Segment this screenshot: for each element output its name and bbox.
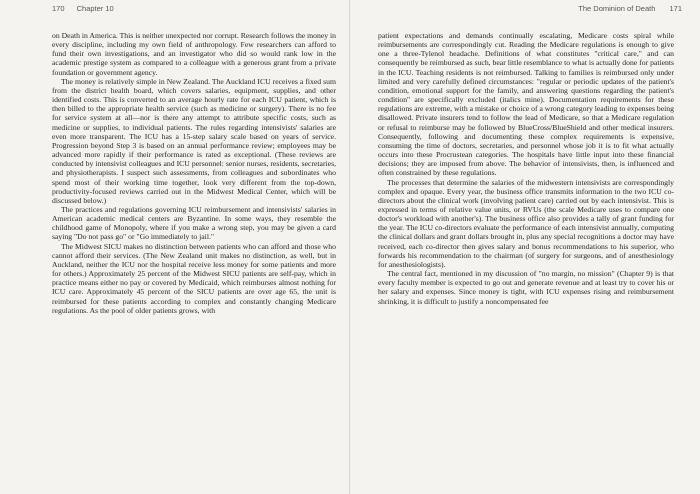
paragraph: The practices and regulations governing ICU reimbursement and intensivists' salaries in American academic medical centers are Byzantine. In some ways, they resemble the childhood game of Monopoly, where if you make a wrong step, you may be given a card saying "Do not pass go" or "Go immediately to jail." — [52, 204, 336, 242]
left-page — [0, 0, 349, 494]
right-body-text — [378, 31, 674, 306]
paragraph: The Midwest SICU makes no distinction between patients who can afford and those who cannot afford their services. (The New Zealand unit makes no distinction, as well, but in Auckland, neither the ICU nor the hospital receive less money for some patients and more for others.) Approximately 25 percent of the Midwest SICU patients are self-pay, which in practice means either no pay or covered by Medicaid, which reimburses almost nothing for ICU care. Approximately 45 percent of the SICU patients are over age 65, the unit is reimbursed for these patients according to complex and constantly changing Medicare regulations. As the pool of older patients grows, with — [52, 241, 336, 315]
left-running-title: Chapter 10 — [76, 4, 114, 13]
paragraph: The central fact, mentioned in my discussion of "no margin, no mission" (Chapter 9) is that every faculty member is expected to go out and generate revenue and at least try to cover his or her salary and expenses. Since money is tight, with ICU expenses rising and reimbursement shrinking, it is difficult to justify a noncompensated fee — [378, 269, 674, 306]
right-running-title: The Dominion of Death — [578, 4, 656, 13]
paragraph: The processes that determine the salaries of the midwestern intensivists are correspondingly complex and opaque. Every year, the business office transmits information to the two ICU co-directors about the clinical work (involving patient care) carried out by each intensivist. This is expressed in terms of relative value units, or RVUs (the scale Medicare uses to compare one doctor's workload with another's). The business office also provides a tally of grant funding for the year. The ICU co-directors evaluate the performance of each intensivist annually, computing the clinical dollars and grant dollars brought in, plus any special recognitions a doctor may have received, each co-director then gives salary and bonus recommendations to his superior, who forwards his recommendation to the chairman (of surgery for surgeons, and of anesthesiology for anesthesiologists). — [378, 177, 674, 269]
right-page — [350, 0, 700, 494]
paragraph: patient expectations and demands continually escalating, Medicare costs spiral while reimbursements are correspondingly cut. Reading the Medicare regulations is enough to give one a three-Tylenol headache. Definitions of what constitutes "critical care," and can consequently be reimbursed as such, bear little resemblance to what is actually done for patients in the ICU. Teaching residents is not reimbursed. Talking to families is reimbursed only under limited and very carefully defined circumstances: "regular or periodic updates of the patient's condition, emotional support for the family, and answering questions regarding the patient's condition" are specifically excluded (italics mine). Documentation requirements for these regulations are extreme, with a mistake or choice of a wrong category leading to expenses being disallowed. Private insurers tend to follow the lead of Medicare, so that a Medicare regulation or refusal to reimburse may be followed by BlueCross/BlueShield and other medical insurers. Consequently, following and documenting these complex requirements is expensive, consuming the time of doctors, secretaries, and personnel whose job it is to fit what actually occurs into these Procrustean categories. The hospitals have little input into these financial decisions; they are imposed from above. The behavior of intensivists, then, is influenced and often constrained by these regulations. — [378, 31, 674, 178]
left-running-head — [52, 4, 114, 13]
right-running-head — [578, 4, 682, 13]
paragraph: on Death in America. This is neither unexpected nor corrupt. Research follows the money in every discipline, including my own field of anthropology. Few researchers can afford to fund their own investigations, and an investigator who did so would rank low in the academic prestige system as compared to a colleague with a generous grant from a private foundation or government agency. — [52, 31, 336, 77]
left-page-number: 170 — [52, 4, 65, 13]
left-body-text — [52, 31, 336, 315]
right-page-number: 171 — [669, 4, 682, 13]
paragraph: The money is relatively simple in New Zealand. The Auckland ICU receives a fixed sum from the district health board, which covers salaries, equipment, supplies, and other identified costs. This is converted to an average hourly rate for each ICU patient, which is then billed to the appropriate health service (such as medicine or surgery). There is no fee for service system at all—nor is there any attempt to attribute specific costs, such as medicine or supplies, to individual patients. The rules regarding intensivists' salaries are even more transparent. The ICU has a 15-step salary scale based on years of service. Progression beyond Step 3 is based on an annual performance review; employees may be advanced more rapidly if their performance is rated as exceptional. (These reviews are conducted by intensivist colleagues and ICU personnel: senior nurses, residents, secretaries, and physiotherapists. I suspect such assessments, from colleagues and subordinates who spend most of their working time together, look very different from the top-down, productivity-focused reviews carried out in the Midwest Medical Center, which will be discussed below.) — [52, 76, 336, 205]
